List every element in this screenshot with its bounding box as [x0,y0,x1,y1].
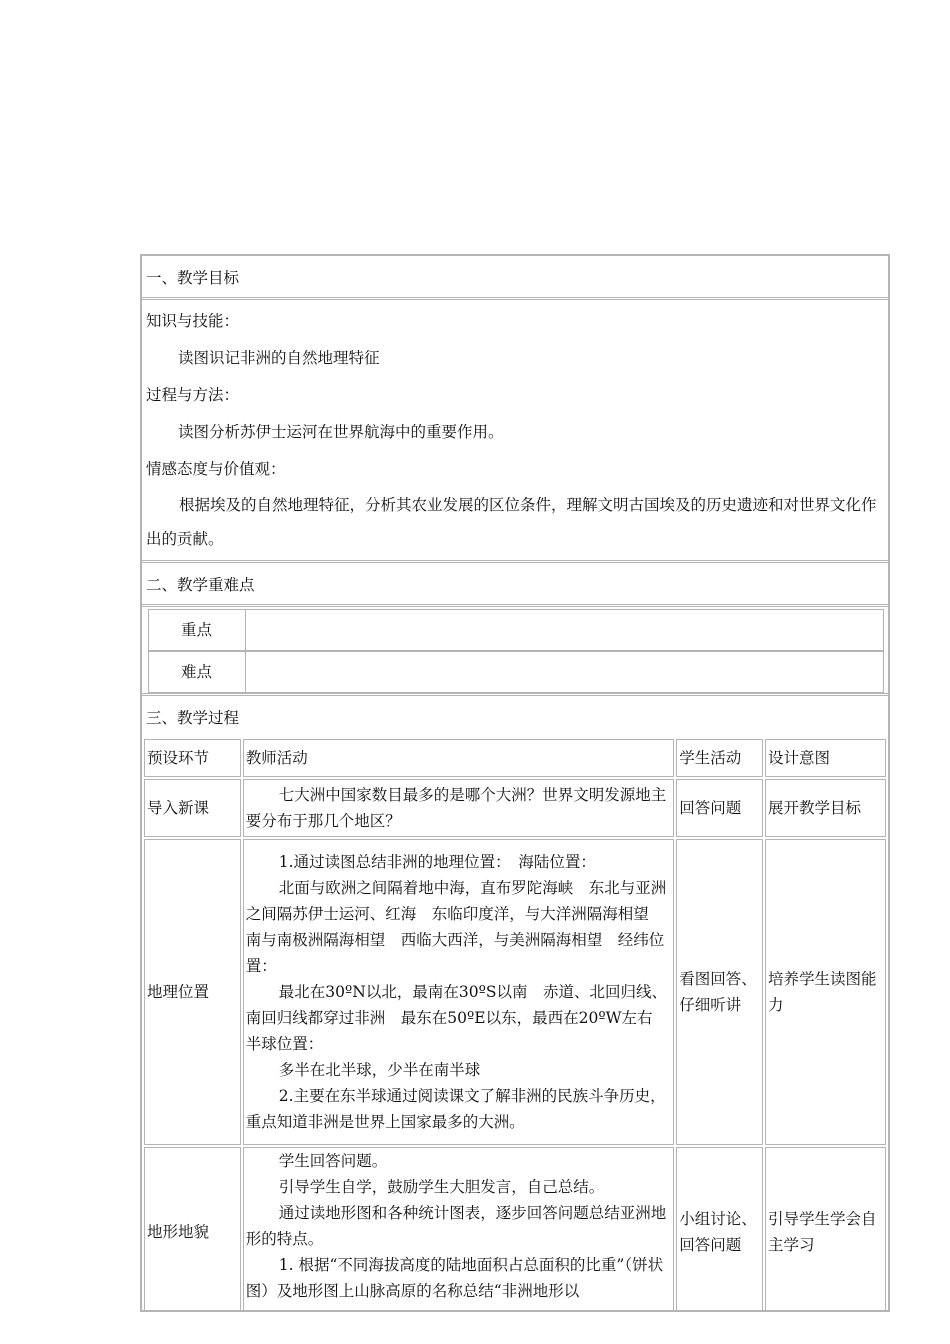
knowledge-label: 知识与技能： [146,312,240,330]
student-cell: 小组讨论、回答问题 [676,1147,763,1312]
objectives-body [142,300,888,563]
stage-cell: 导入新课 [144,779,241,837]
stage-cell: 地形地貌 [144,1147,241,1312]
key-point-value [246,609,884,651]
difficult-point-value [246,651,884,693]
emotion-text: 根据埃及的自然地理特征，分析其农业发展的区位条件，理解文明古国埃及的历史遗迹和对世界文化作出的贡献。 [146,496,877,548]
key-points-body [142,607,888,693]
difficult-point-label: 难点 [148,651,246,693]
intent-cell: 培养学生读图能力 [765,839,886,1145]
table-row [144,839,886,1145]
intent-cell: 引导学生学会自主学习 [765,1147,886,1312]
teacher-cell: 七大洲中国家数目最多的是哪个大洲？世界文明发源地主要分布于那几个地区？ [243,779,675,837]
table-row [144,1147,886,1312]
teacher-cell: 1.通过读图总结非洲的地理位置： 海陆位置： 北面与欧洲之间隔着地中海，直布罗陀海峡 东北与亚洲之间隔苏伊士运河、红海 东临印度洋，与大洋洲隔海相望 南与南极洲隔海相望 西临大西洋，与美洲隔海相望 经纬位置： 最北在30ºN以北，最南在30ºS以南 赤道、北回归线、南回归线都穿过非洲 最东在50ºE以东，最西在20ºW左右 半球位置： 多半在北半球，少半在南半球 2.主要在东半球通过阅读课文了解非洲的民族斗争历史，重点知道非洲是世界上国家最多的大洲。 [243,839,675,1145]
teacher-cell: 学生回答问题。 引导学生自学，鼓励学生大胆发言，自己总结。 通过读地形图和各种统计图表，逐步回答问题总结亚洲地形的特点。 1. 根据“不同海拔高度的陆地面积占总面积的比重”（饼状图）及地形图上山脉高原的名称总结“非洲地形以 [243,1147,675,1312]
student-cell: 回答问题 [676,779,763,837]
key-point-row [148,609,884,651]
header-stage: 预设环节 [144,739,241,777]
section-heading-process: 三、教学过程 [142,693,888,737]
process-label: 过程与方法： [146,386,240,404]
difficult-point-row [148,651,884,693]
process-table [142,737,888,1312]
process-header-row [144,739,886,777]
knowledge-text: 读图识记非洲的自然地理特征 [178,349,380,367]
lesson-plan-table [140,254,890,1312]
emotion-label: 情感态度与价值观： [146,460,286,478]
process-text: 读图分析苏伊士运河在世界航海中的重要作用。 [178,423,504,441]
header-intent: 设计意图 [765,739,886,777]
table-row [144,779,886,837]
key-point-label: 重点 [148,609,246,651]
stage-cell: 地理位置 [144,839,241,1145]
intent-cell: 展开教学目标 [765,779,886,837]
header-student: 学生活动 [676,739,763,777]
section-heading-objectives: 一、教学目标 [142,256,888,300]
section-heading-key-points: 二、教学重难点 [142,563,888,607]
header-teacher: 教师活动 [243,739,675,777]
student-cell: 看图回答、仔细听讲 [676,839,763,1145]
